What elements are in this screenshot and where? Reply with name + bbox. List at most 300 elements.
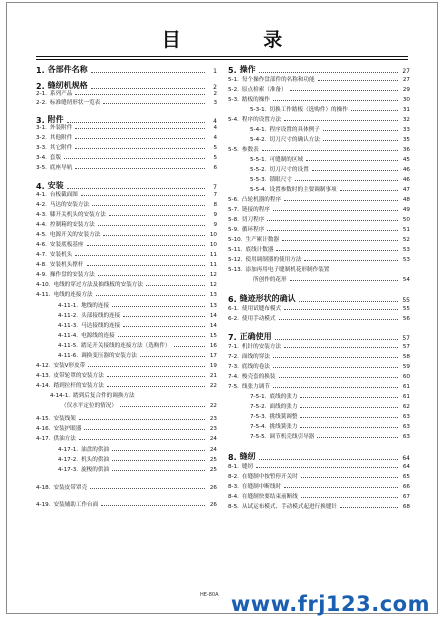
toc-leader-dots: [312, 170, 398, 171]
toc-entry[interactable]: [250, 125, 410, 133]
toc-entry[interactable]: [36, 434, 217, 442]
toc-entry-title: 可缝制的区域: [269, 157, 304, 163]
toc-entry-page: 7: [213, 184, 217, 191]
toc-entry-title: 安装线架: [53, 416, 76, 422]
toc-entry[interactable]: [36, 371, 217, 379]
toc-entry-number: 3.: [36, 116, 45, 125]
toc-leader-dots: [300, 417, 398, 418]
toc-entry-title: 机头的供油: [81, 457, 110, 463]
toc-leader-dots: [284, 200, 398, 201]
toc-entry-number: 5.: [228, 66, 237, 75]
toc-entry-title: 系列产品: [49, 91, 73, 97]
toc-entry-number: 7-5-5.: [250, 434, 267, 440]
toc-chapter-heading[interactable]: [36, 64, 217, 75]
toc-entry[interactable]: [228, 304, 410, 312]
toc-chapter-heading[interactable]: [228, 331, 410, 342]
toc-entry-title: 原点检索（准备）: [241, 87, 287, 93]
toc-entry-number: 5-12.: [228, 257, 243, 263]
toc-entry-page: 46: [402, 167, 410, 173]
toc-entry-title: 缝纫机规格: [47, 81, 88, 90]
toc-entry-number: 4-19.: [36, 502, 51, 508]
toc-leader-dots: [276, 250, 398, 251]
toc-leader-dots: [256, 467, 398, 468]
toc-leader-dots: [101, 505, 205, 506]
toc-entry-title: 标准缝纫形状一览表: [49, 100, 101, 106]
toc-entry[interactable]: [58, 351, 217, 359]
toc-entry[interactable]: [228, 145, 410, 153]
toc-entry-page: 23: [209, 416, 217, 422]
toc-entry-title: 操作盘的安装方法: [49, 272, 95, 278]
toc-entry-number: 4-12.: [36, 363, 51, 369]
toc-entry-title: 链接的程序: [241, 207, 270, 213]
toc-entry-title: （仅水平定位的情况）: [61, 403, 117, 409]
toc-leader-dots: [273, 357, 398, 358]
toc-entry-page: 11: [209, 262, 217, 268]
toc-entry[interactable]: [250, 422, 410, 430]
toc-entry-page: 64: [402, 464, 410, 470]
toc-leader-dots: [118, 336, 205, 337]
toc-leader-dots: [273, 367, 398, 368]
toc-entry-page: 47: [402, 187, 410, 193]
toc-entry-title: 旋梭的供油: [81, 467, 110, 473]
toc-entry-title: 调节机壳线引导器: [269, 434, 315, 440]
toc-entry-number: 5-5-4.: [250, 187, 267, 193]
toc-leader-dots: [340, 507, 398, 508]
toc-leader-dots: [98, 225, 205, 226]
toc-entry[interactable]: [36, 483, 217, 491]
toc-leader-dots: [300, 407, 398, 408]
toc-entry[interactable]: [36, 210, 217, 218]
toc-entry[interactable]: [250, 105, 410, 113]
toc-entry[interactable]: [228, 382, 410, 390]
toc-entry-page: 24: [209, 436, 217, 442]
toc-entry-number: 4-15.: [36, 416, 51, 422]
toc-entry-page: 22: [209, 403, 217, 409]
toc-chapter-heading[interactable]: [228, 293, 410, 304]
toc-leader-dots: [273, 210, 398, 211]
toc-entry-number: 4-17.: [36, 436, 51, 442]
toc-chapter-heading[interactable]: [228, 64, 410, 75]
toc-entry[interactable]: [250, 412, 410, 420]
toc-leader-dots: [306, 160, 398, 161]
toc-entry[interactable]: [36, 220, 217, 228]
toc-leader-dots: [98, 275, 205, 276]
toc-entry-number: 5-7.: [228, 207, 239, 213]
toc-entry-title: 踏足开关接线的连接方法（选购件）: [81, 343, 171, 349]
toc-entry[interactable]: [250, 155, 410, 163]
toc-entry[interactable]: [228, 462, 410, 470]
toc-entry[interactable]: [228, 115, 410, 123]
toc-entry-title: 程序的设置方法: [241, 117, 282, 123]
toc-entry-page: 26: [209, 502, 217, 508]
toc-leader-dots: [120, 406, 205, 407]
toc-entry-title: 电线的连接方法: [53, 292, 93, 298]
toc-leader-dots: [84, 429, 205, 430]
toc-entry[interactable]: [58, 301, 217, 309]
toc-entry[interactable]: [58, 321, 217, 329]
toc-entry[interactable]: [36, 381, 217, 389]
toc-entry-page: 15: [209, 333, 217, 339]
toc-entry-page: 4: [213, 118, 217, 125]
toc-entry-number: 7-3.: [228, 364, 239, 370]
toc-entry[interactable]: [228, 225, 410, 233]
toc-leader-dots: [279, 377, 399, 378]
toc-entry[interactable]: [58, 311, 217, 319]
toc-entry[interactable]: [36, 290, 217, 298]
toc-entry-title: 安装: [47, 181, 64, 190]
toc-leader-dots: [79, 439, 205, 440]
toc-leader-dots: [140, 356, 205, 357]
toc-leader-dots: [87, 245, 206, 246]
toc-entry-number: 4-17-3.: [58, 467, 79, 473]
toc-entry[interactable]: [36, 250, 217, 258]
toc-leader-dots: [279, 319, 399, 320]
toc-entry-title: 安装辅助工作台面: [53, 502, 99, 508]
toc-entry-title: 缝纫: [239, 452, 256, 461]
toc-entry-page: 9: [213, 212, 217, 218]
toc-entry[interactable]: [58, 455, 217, 463]
toc-entry[interactable]: [228, 482, 410, 490]
toc-entry[interactable]: [36, 414, 217, 422]
toc-leader-dots: [81, 195, 205, 196]
toc-entry[interactable]: [58, 341, 217, 349]
toc-entry-title: 添加再用电子缝制机花形制作装置: [245, 267, 330, 273]
toc-entry-title: 从试运布模式、手动模式起进行换缝针: [241, 504, 338, 510]
toc-entry[interactable]: [228, 265, 410, 273]
toc-leader-dots: [284, 309, 398, 310]
toc-entry-number: 6-2.: [228, 316, 239, 322]
toc-entry-title: 在缝制中断线时: [241, 484, 282, 490]
toc-entry[interactable]: [228, 195, 410, 203]
toc-entry[interactable]: [36, 163, 217, 171]
toc-entry[interactable]: [228, 235, 410, 243]
toc-entry-title: 安装底板基座: [49, 242, 84, 248]
toc-entry-title: 其他附件: [49, 135, 73, 141]
toc-entry-page: 1: [213, 68, 217, 75]
toc-entry[interactable]: [250, 175, 410, 183]
toc-entry-title: 踏到后复合件的调换方法: [73, 393, 135, 399]
toc-entry-title: 膝开关机头的安装方法: [49, 212, 106, 218]
toc-leader-dots: [112, 450, 205, 451]
toc-entry-page: 14: [209, 313, 217, 319]
toc-entry[interactable]: [228, 472, 410, 480]
toc-entry-page: 60: [402, 374, 410, 380]
toc-entry[interactable]: [36, 500, 217, 508]
toc-entry[interactable]: [50, 391, 217, 399]
toc-entry-page: 62: [402, 404, 410, 410]
toc-entry-title: 所创作的花形: [253, 277, 287, 283]
toc-entry-number: 5-2.: [228, 87, 239, 93]
toc-entry-page: 8: [213, 202, 217, 208]
toc-entry[interactable]: [36, 98, 217, 106]
toc-entry-page: 17: [209, 353, 217, 359]
toc-leader-dots: [67, 188, 205, 189]
toc-leader-dots: [340, 190, 398, 191]
toc-entry-number: 4-11-4.: [58, 333, 79, 339]
toc-entry-number: 4-4.: [36, 222, 47, 228]
toc-leader-dots: [91, 72, 205, 73]
toc-entry-number: 6-1.: [228, 306, 239, 312]
toc-entry-title: 马达接线的连接: [81, 323, 121, 329]
toc-entry-title: 参数表: [241, 147, 259, 153]
toc-leader-dots: [299, 301, 398, 302]
toc-entry-number: 8-4.: [228, 494, 239, 500]
toc-entry[interactable]: [36, 240, 217, 248]
toc-entry[interactable]: [58, 445, 217, 453]
toc-entry-number: 4-17-2.: [58, 457, 79, 463]
toc-entry-page: 66: [402, 484, 410, 490]
toc-entry-title: 地线的连接: [81, 303, 110, 309]
toc-entry-title: 切刀尺寸的确认方法: [269, 137, 320, 143]
toc-entry-title: 挑线簧张力: [269, 424, 298, 430]
toc-entry[interactable]: [36, 280, 217, 288]
toc-entry-title: 安装护眼器: [53, 426, 82, 432]
toc-entry-title: 使用手动模式: [241, 316, 276, 322]
toc-entry-title: 线张力调节: [241, 384, 270, 390]
toc-entry-page: 22: [209, 383, 217, 389]
toc-leader-dots: [259, 459, 398, 460]
toc-entry[interactable]: [228, 314, 410, 322]
toc-entry-title: 安装皮带罩壳: [53, 485, 88, 491]
toc-entry-number: 5-5-2.: [250, 167, 267, 173]
toc-entry-number: 3-5.: [36, 165, 47, 171]
toc-leader-dots: [112, 306, 205, 307]
toc-entry[interactable]: [58, 465, 217, 473]
toc-entry-title: 电线的穿过方法及抽线板的安装方法: [53, 282, 143, 288]
toc-entry-number: 3-4.: [36, 155, 47, 161]
toc-leader-dots: [146, 285, 205, 286]
toc-entry-page: 10: [209, 232, 217, 238]
toc-entry-number: 5-1.: [228, 77, 239, 83]
toc-entry-number: 5-5.: [228, 147, 239, 153]
toc-entry-number: 5-11.: [228, 247, 243, 253]
toc-entry-title: 皮带轮罩的安装方法: [53, 373, 104, 379]
toc-leader-dots: [295, 180, 398, 181]
toc-leader-dots: [174, 346, 205, 347]
toc-entry-number: 4-13.: [36, 373, 51, 379]
toc-entry-title: 程序设置的具体例子: [269, 127, 320, 133]
toc-entry-title: 设置参数时的主要调制事项: [269, 187, 337, 193]
toc-leader-dots: [300, 427, 398, 428]
toc-leader-dots: [290, 90, 398, 91]
toc-entry-page: 10: [209, 242, 217, 248]
toc-entry[interactable]: [250, 432, 410, 440]
toc-entry-number: 5-6.: [228, 197, 239, 203]
toc-entry[interactable]: [228, 245, 410, 253]
toc-entry-number: 4-7.: [36, 252, 47, 258]
toc-entry[interactable]: [36, 89, 217, 97]
toc-leader-dots: [107, 386, 205, 387]
toc-entry-page: 5: [213, 155, 217, 161]
toc-entry[interactable]: [228, 362, 410, 370]
toc-entry-page: 25: [209, 457, 217, 463]
toc-entry-page: 14: [209, 323, 217, 329]
toc-entry[interactable]: [36, 123, 217, 131]
toc-entry-number: 7-5-2.: [250, 404, 267, 410]
toc-entry-page: 51: [402, 227, 410, 233]
toc-entry-page: 54: [402, 277, 410, 283]
toc-entry-page: 57: [402, 335, 410, 342]
toc-entry-title: 凸轮机器的程序: [241, 197, 282, 203]
toc-entry[interactable]: [250, 185, 410, 193]
toc-entry-page: 25: [209, 467, 217, 473]
toc-entry-page: 30: [402, 97, 410, 103]
page-title: 目 录: [161, 29, 321, 51]
toc-entry[interactable]: [36, 153, 217, 161]
toc-entry[interactable]: [228, 352, 410, 360]
toc-entry[interactable]: [36, 133, 217, 141]
toc-entry-number: 4-11-2.: [58, 313, 79, 319]
toc-entry-number: 8-5.: [228, 504, 239, 510]
toc-leader-dots: [323, 130, 398, 131]
toc-entry-page: 27: [402, 68, 410, 75]
toc-entry-page: 52: [402, 237, 410, 243]
toc-leader-dots: [284, 120, 398, 121]
toc-entry[interactable]: [36, 361, 217, 369]
toc-entry-number: 5-4.: [228, 117, 239, 123]
toc-leader-dots: [290, 280, 398, 281]
toc-entry-number: 4-11-5.: [58, 343, 79, 349]
toc-entry-page: 11: [209, 252, 217, 258]
toc-entry-number: 3-2.: [36, 135, 47, 141]
toc-entry-page: 21: [209, 373, 217, 379]
toc-entry-title: 循环程序: [241, 227, 265, 233]
toc-entry-page: 31: [402, 107, 410, 113]
toc-entry-number: 4-9.: [36, 272, 47, 278]
toc-entry-title: 底线的卷法: [241, 364, 270, 370]
toc-leader-dots: [273, 387, 398, 388]
toc-entry-title: 操作: [239, 65, 256, 74]
toc-chapter-heading[interactable]: [228, 451, 410, 462]
toc-leader-dots: [318, 80, 398, 81]
toc-entry[interactable]: [36, 230, 217, 238]
toc-leader-dots: [79, 419, 205, 420]
toc-entry[interactable]: [228, 372, 410, 380]
toc-leader-dots: [107, 376, 205, 377]
toc-entry-title: 安装V形皮带: [53, 363, 86, 369]
toc-entry[interactable]: [228, 255, 410, 263]
toc-entry-title: 面线的穿法: [241, 354, 270, 360]
toc-entry-page: 53: [402, 247, 410, 253]
toc-entry-number: 6.: [228, 295, 237, 304]
toc-entry-continuation[interactable]: [58, 401, 217, 409]
toc-entry-number: 7-5-3.: [250, 414, 267, 420]
toc-entry-number: 4-17-1.: [58, 447, 79, 453]
toc-entry-page: 67: [402, 494, 410, 500]
toc-entry-title: 生产累计数器: [245, 237, 280, 243]
toc-entry[interactable]: [36, 424, 217, 432]
toc-entry[interactable]: [250, 165, 410, 173]
toc-entry-page: 63: [402, 424, 410, 430]
toc-entry[interactable]: [58, 331, 217, 339]
toc-entry-number: 4-11-1.: [58, 303, 79, 309]
toc-entry[interactable]: [228, 342, 410, 350]
toc-entry-number: 5-4-2.: [250, 137, 267, 143]
toc-entry-number: 4-11-3.: [58, 323, 79, 329]
toc-entry-page: 27: [402, 77, 410, 83]
toc-entry[interactable]: [36, 260, 217, 268]
toc-entry[interactable]: [36, 190, 217, 198]
toc-entry-title: 正确使用: [239, 332, 272, 341]
toc-leader-dots: [275, 339, 398, 340]
toc-entry-number: 1.: [36, 66, 45, 75]
toc-entry-number: 3-3.: [36, 145, 47, 151]
toc-entry[interactable]: [250, 402, 410, 410]
toc-entry-title: 套版: [49, 155, 62, 161]
toc-leader-dots: [109, 215, 205, 216]
toc-entry-page: 53: [402, 257, 410, 263]
toc-entry-page: 46: [402, 177, 410, 183]
toc-entry-number: 5-3.: [228, 97, 239, 103]
toc-entry[interactable]: [36, 200, 217, 208]
toc-leader-dots: [351, 110, 398, 111]
toc-entry-title: 切刀程序: [241, 217, 265, 223]
toc-entry[interactable]: [228, 502, 410, 510]
title-rule-bottom: [36, 59, 408, 60]
toc-entry-number: 5-8.: [228, 217, 239, 223]
toc-entry[interactable]: [228, 492, 410, 500]
toc-entry-page: 23: [209, 426, 217, 432]
toc-leader-dots: [75, 128, 205, 129]
toc-entry-number: 7-1.: [228, 344, 239, 350]
toc-entry[interactable]: [36, 270, 217, 278]
toc-entry-number: 7.: [228, 333, 237, 342]
toc-entry-title: 控制箱的安装方法: [49, 222, 95, 228]
toc-entry-number: 4.: [36, 182, 45, 191]
toc-entry-page: 24: [209, 447, 217, 453]
toc-entry-number: 5-5-1.: [250, 157, 267, 163]
toc-entry-number: 4-14-1.: [50, 393, 71, 399]
toc-leader-dots: [301, 477, 398, 478]
toc-entry-page: 19: [209, 363, 217, 369]
toc-entry-page: 63: [402, 434, 410, 440]
toc-entry-number: 8-1.: [228, 464, 239, 470]
toc-entry-continuation[interactable]: [250, 275, 410, 283]
toc-entry-page: 12: [209, 282, 217, 288]
toc-leader-dots: [284, 487, 398, 488]
toc-entry-title: 在缝制中按暂停开关时: [241, 474, 298, 480]
toc-entry-page: 58: [402, 354, 410, 360]
toc-entry-number: 4-1.: [36, 192, 47, 198]
toc-entry[interactable]: [228, 95, 410, 103]
toc-entry[interactable]: [250, 392, 410, 400]
toc-leader-dots: [92, 205, 205, 206]
toc-entry-title: 底线计数器: [245, 247, 274, 253]
toc-leader-dots: [88, 366, 205, 367]
toc-entry[interactable]: [228, 205, 410, 213]
toc-entry-page: 6: [213, 165, 217, 171]
toc-entry-title: 调换变压器的安装方法: [81, 353, 138, 359]
toc-entry-page: 4: [213, 135, 217, 141]
toc-entry-number: 5-4-1.: [250, 127, 267, 133]
toc-leader-dots: [90, 488, 205, 489]
toc-entry-page: 63: [402, 414, 410, 420]
toc-entry-title: 头部接线的连接: [81, 313, 121, 319]
toc-entry[interactable]: [228, 85, 410, 93]
toc-leader-dots: [259, 72, 398, 73]
toc-entry-title: 附件: [47, 115, 64, 124]
toc-entry-page: 35: [402, 137, 410, 143]
toc-entry-title: 其它附件: [49, 145, 73, 151]
toc-entry-number: 8-2.: [228, 474, 239, 480]
toc-entry[interactable]: [36, 143, 217, 151]
toc-entry[interactable]: [228, 75, 410, 83]
toc-entry-number: 7-2.: [228, 354, 239, 360]
toc-entry[interactable]: [228, 215, 410, 223]
toc-entry[interactable]: [250, 135, 410, 143]
toc-entry-number: 4-11.: [36, 292, 51, 298]
title-rule-top: [36, 56, 408, 57]
